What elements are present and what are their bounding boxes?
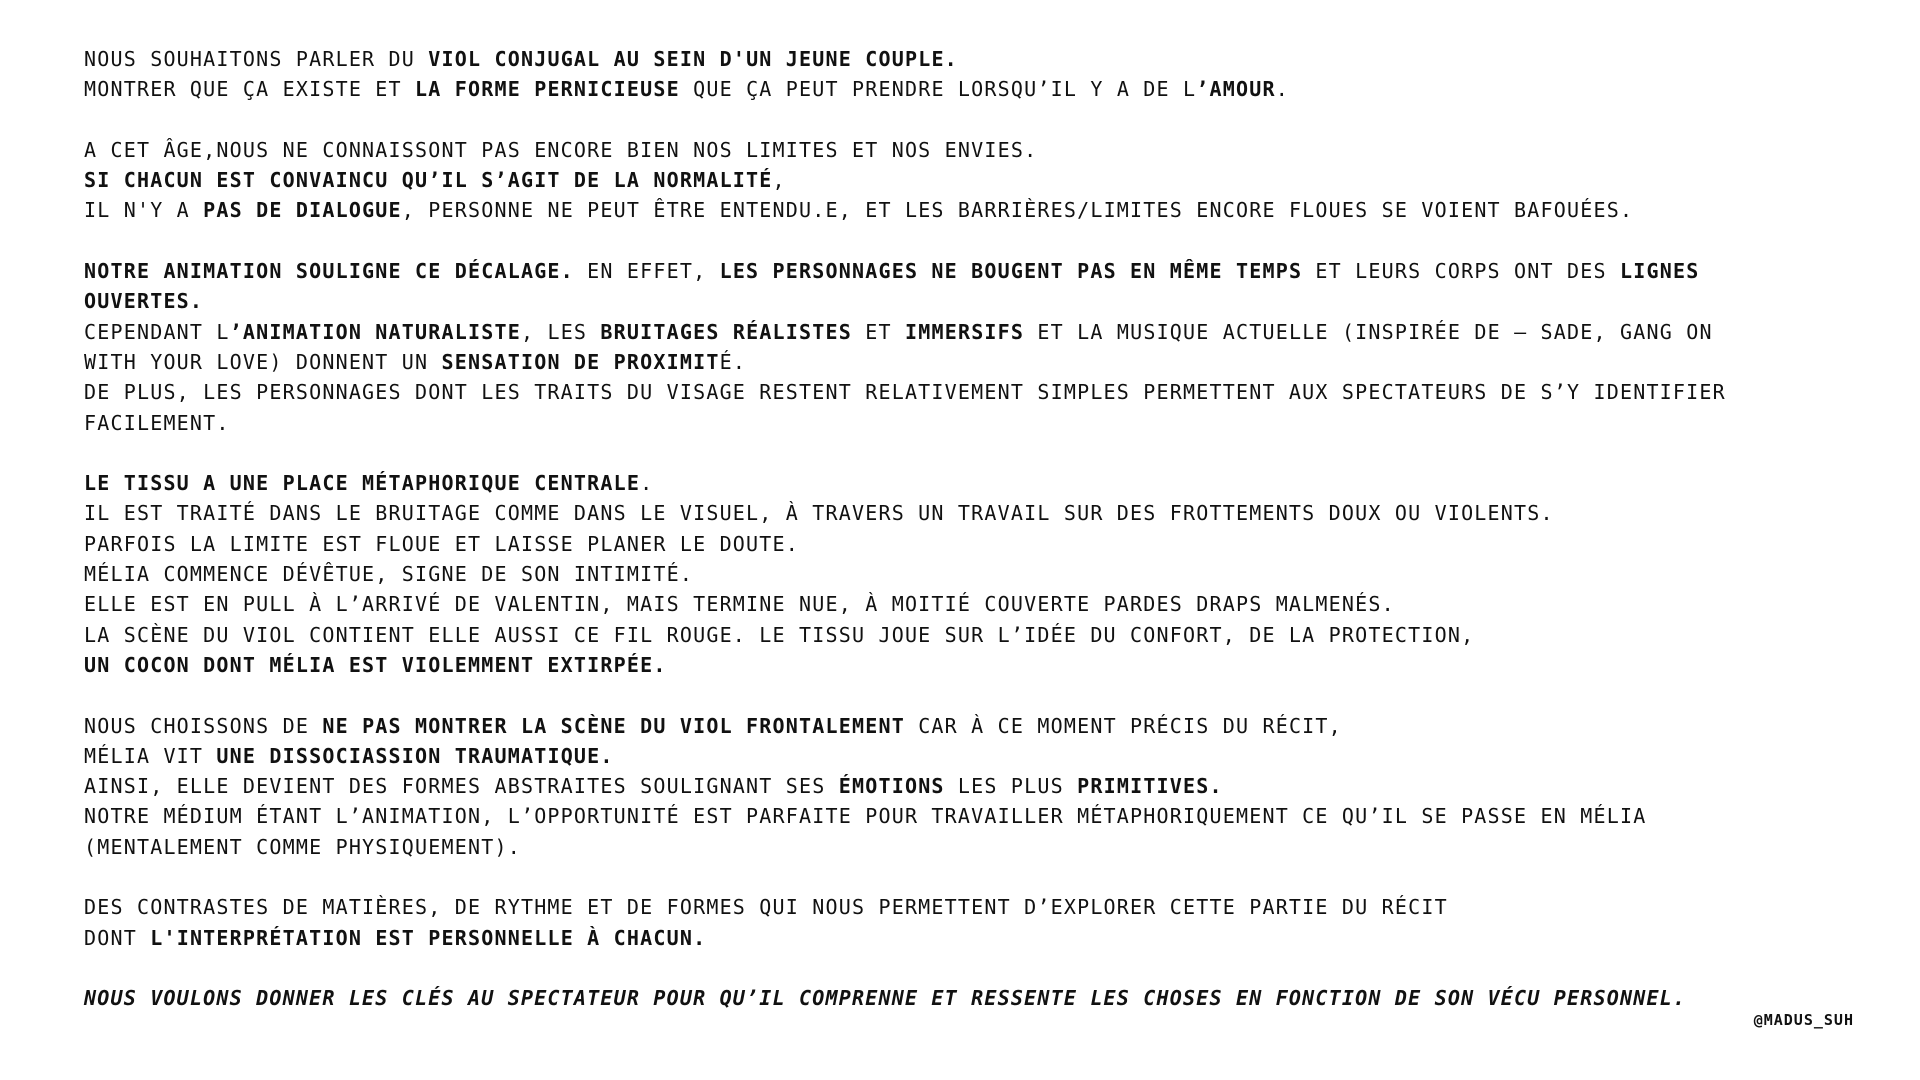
text-line xyxy=(84,347,1884,377)
text-line xyxy=(84,620,1884,650)
text-run: QUE ÇA PEUT PRENDRE LORSQU’IL Y A DE L xyxy=(679,77,1197,102)
text-run: . xyxy=(1275,77,1289,102)
text-line xyxy=(84,468,1884,498)
text-run: . xyxy=(640,471,654,496)
text-line xyxy=(84,892,1884,922)
bold-text-run: NOUS VOULONS DONNER LES CLÉS AU SPECTATEUR POUR QU’IL COMPRENNE ET RESSENTE LES CHOSES EN FONCTION DE SON VÉCU PERSONNEL. xyxy=(84,986,1687,1011)
document-body xyxy=(84,44,1884,1044)
text-line xyxy=(84,74,1884,104)
text-line xyxy=(84,832,1884,862)
text-run: NOUS CHOISSONS DE xyxy=(84,713,323,738)
text-line xyxy=(84,498,1884,528)
bold-text-run: L'INTERPRÉTATION EST PERSONNELLE À CHACUN. xyxy=(150,925,707,950)
bold-text-run: BRUITAGES RÉALISTES xyxy=(600,319,853,344)
text-run: ET xyxy=(852,319,905,344)
text-run: CEPENDANT L xyxy=(84,319,230,344)
text-run: IL N'Y A xyxy=(84,198,204,223)
text-run: DES CONTRASTES DE MATIÈRES, DE RYTHME ET DE FORMES QUI NOUS PERMETTENT D’EXPLORER CETTE PARTIE DU RÉCIT xyxy=(84,895,1448,920)
paragraph xyxy=(84,983,1884,1013)
text-line xyxy=(84,923,1884,953)
text-run: FACILEMENT. xyxy=(84,410,230,435)
paragraph xyxy=(84,135,1884,226)
text-run: É. xyxy=(719,349,747,374)
text-run: A CET ÂGE,NOUS NE CONNAISSONT PAS ENCORE BIEN NOS LIMITES ET NOS ENVIES. xyxy=(84,137,1038,162)
text-line xyxy=(84,286,1884,316)
text-run: EN EFFET, xyxy=(573,259,720,284)
bold-text-run: SENSATION DE PROXIMIT xyxy=(441,349,720,374)
bold-text-run: OUVERTES. xyxy=(84,289,204,314)
text-line xyxy=(84,377,1884,407)
text-line xyxy=(84,589,1884,619)
text-run: MÉLIA COMMENCE DÉVÊTUE, SIGNE DE SON INTIMITÉ. xyxy=(84,562,694,587)
text-run: IL EST TRAITÉ DANS LE BRUITAGE COMME DANS LE VISUEL, À TRAVERS UN TRAVAIL SUR DES FROTTEMENTS DOUX OU VIOLENTS. xyxy=(84,501,1554,526)
text-run: NOTRE MÉDIUM ÉTANT L’ANIMATION, L’OPPORTUNITÉ EST PARFAITE POUR TRAVAILLER MÉTAPHORIQUEMENT CE QU’IL SE PASSE EN MÉLIA xyxy=(84,804,1647,829)
author-signature: @MADUS_SUH xyxy=(1753,1011,1854,1029)
text-line xyxy=(84,256,1884,286)
text-run: LES PLUS xyxy=(944,774,1078,799)
text-run: , PERSONNE NE PEUT ÊTRE ENTENDU.E, ET LES BARRIÈRES/LIMITES ENCORE FLOUES SE VOIENT BAFOUÉES. xyxy=(401,198,1634,223)
text-line xyxy=(84,529,1884,559)
text-run: DE PLUS, LES PERSONNAGES DONT LES TRAITS DU VISAGE RESTENT RELATIVEMENT SIMPLES PERMETTENT AUX SPECTATEURS DE S’Y IDENTIFIER xyxy=(84,380,1726,405)
text-line xyxy=(84,711,1884,741)
text-run: PARFOIS LA LIMITE EST FLOUE ET LAISSE PLANER LE DOUTE. xyxy=(84,531,800,556)
text-line xyxy=(84,559,1884,589)
bold-text-run: VIOL CONJUGAL AU SEIN D'UN JEUNE COUPLE. xyxy=(428,47,958,71)
text-line xyxy=(84,741,1884,771)
bold-text-run: LE TISSU A UNE PLACE MÉTAPHORIQUE CENTRALE xyxy=(84,471,641,496)
text-line xyxy=(84,195,1884,225)
text-line xyxy=(84,650,1884,680)
paragraph xyxy=(84,44,1884,105)
text-line xyxy=(84,165,1884,195)
bold-text-run: SI CHACUN EST CONVAINCU QU’IL S’AGIT DE LA NORMALITÉ xyxy=(84,168,773,193)
bold-text-run: ’ANIMATION NATURALISTE xyxy=(229,319,521,344)
bold-text-run: LA FORME PERNICIEUSE xyxy=(415,77,680,102)
paragraph xyxy=(84,711,1884,862)
bold-text-run: UN COCON DONT MÉLIA EST VIOLEMMENT EXTIRPÉE. xyxy=(84,652,667,677)
text-line xyxy=(84,44,1884,74)
text-run: , xyxy=(772,168,786,193)
text-run: NOUS SOUHAITONS PARLER DU xyxy=(84,47,429,71)
text-run: MONTRER QUE ÇA EXISTE ET xyxy=(84,77,416,102)
bold-text-run: IMMERSIFS xyxy=(904,319,1025,344)
text-line xyxy=(84,801,1884,831)
text-run: DONT xyxy=(84,925,151,950)
paragraph xyxy=(84,256,1884,438)
text-line xyxy=(84,135,1884,165)
bold-text-run: PAS DE DIALOGUE xyxy=(203,198,402,223)
text-run: AINSI, ELLE DEVIENT DES FORMES ABSTRAITES SOULIGNANT SES xyxy=(84,774,839,799)
bold-text-run: NOTRE ANIMATION SOULIGNE CE DÉCALAGE. xyxy=(84,259,574,284)
bold-text-run: LES PERSONNAGES NE BOUGENT PAS EN MÊME TEMPS xyxy=(719,259,1303,284)
bold-text-run: UNE DISSOCIASSION TRAUMATIQUE. xyxy=(216,743,614,768)
text-run: (MENTALEMENT COMME PHYSIQUEMENT). xyxy=(84,834,521,859)
text-line xyxy=(84,317,1884,347)
text-run: LA SCÈNE DU VIOL CONTIENT ELLE AUSSI CE FIL ROUGE. LE TISSU JOUE SUR L’IDÉE DU CONFORT, DE LA PROTECTION, xyxy=(84,622,1475,647)
text-run: ET LEURS CORPS ONT DES xyxy=(1302,259,1620,284)
text-line xyxy=(84,771,1884,801)
text-run: ELLE EST EN PULL À L’ARRIVÉ DE VALENTIN, MAIS TERMINE NUE, À MOITIÉ COUVERTE PARDES DRAPS MALMENÉS. xyxy=(84,592,1395,617)
bold-text-run: ’AMOUR xyxy=(1196,77,1276,102)
text-run: , LES xyxy=(520,319,601,344)
text-run: ET LA MUSIQUE ACTUELLE (INSPIRÉE DE – SADE, GANG ON xyxy=(1024,319,1713,344)
text-run: MÉLIA VIT xyxy=(84,743,217,768)
text-line xyxy=(84,983,1884,1013)
bold-text-run: PRIMITIVES. xyxy=(1077,774,1223,799)
bold-text-run: NE PAS MONTRER LA SCÈNE DU VIOL FRONTALEMENT xyxy=(322,713,905,738)
text-run: WITH YOUR LOVE) DONNENT UN xyxy=(84,349,442,374)
text-run: CAR À CE MOMENT PRÉCIS DU RÉCIT, xyxy=(904,713,1342,738)
bold-text-run: ÉMOTIONS xyxy=(838,774,945,799)
paragraph xyxy=(84,892,1884,953)
bold-text-run: LIGNES xyxy=(1619,259,1700,284)
paragraph xyxy=(84,468,1884,680)
text-line xyxy=(84,408,1884,438)
